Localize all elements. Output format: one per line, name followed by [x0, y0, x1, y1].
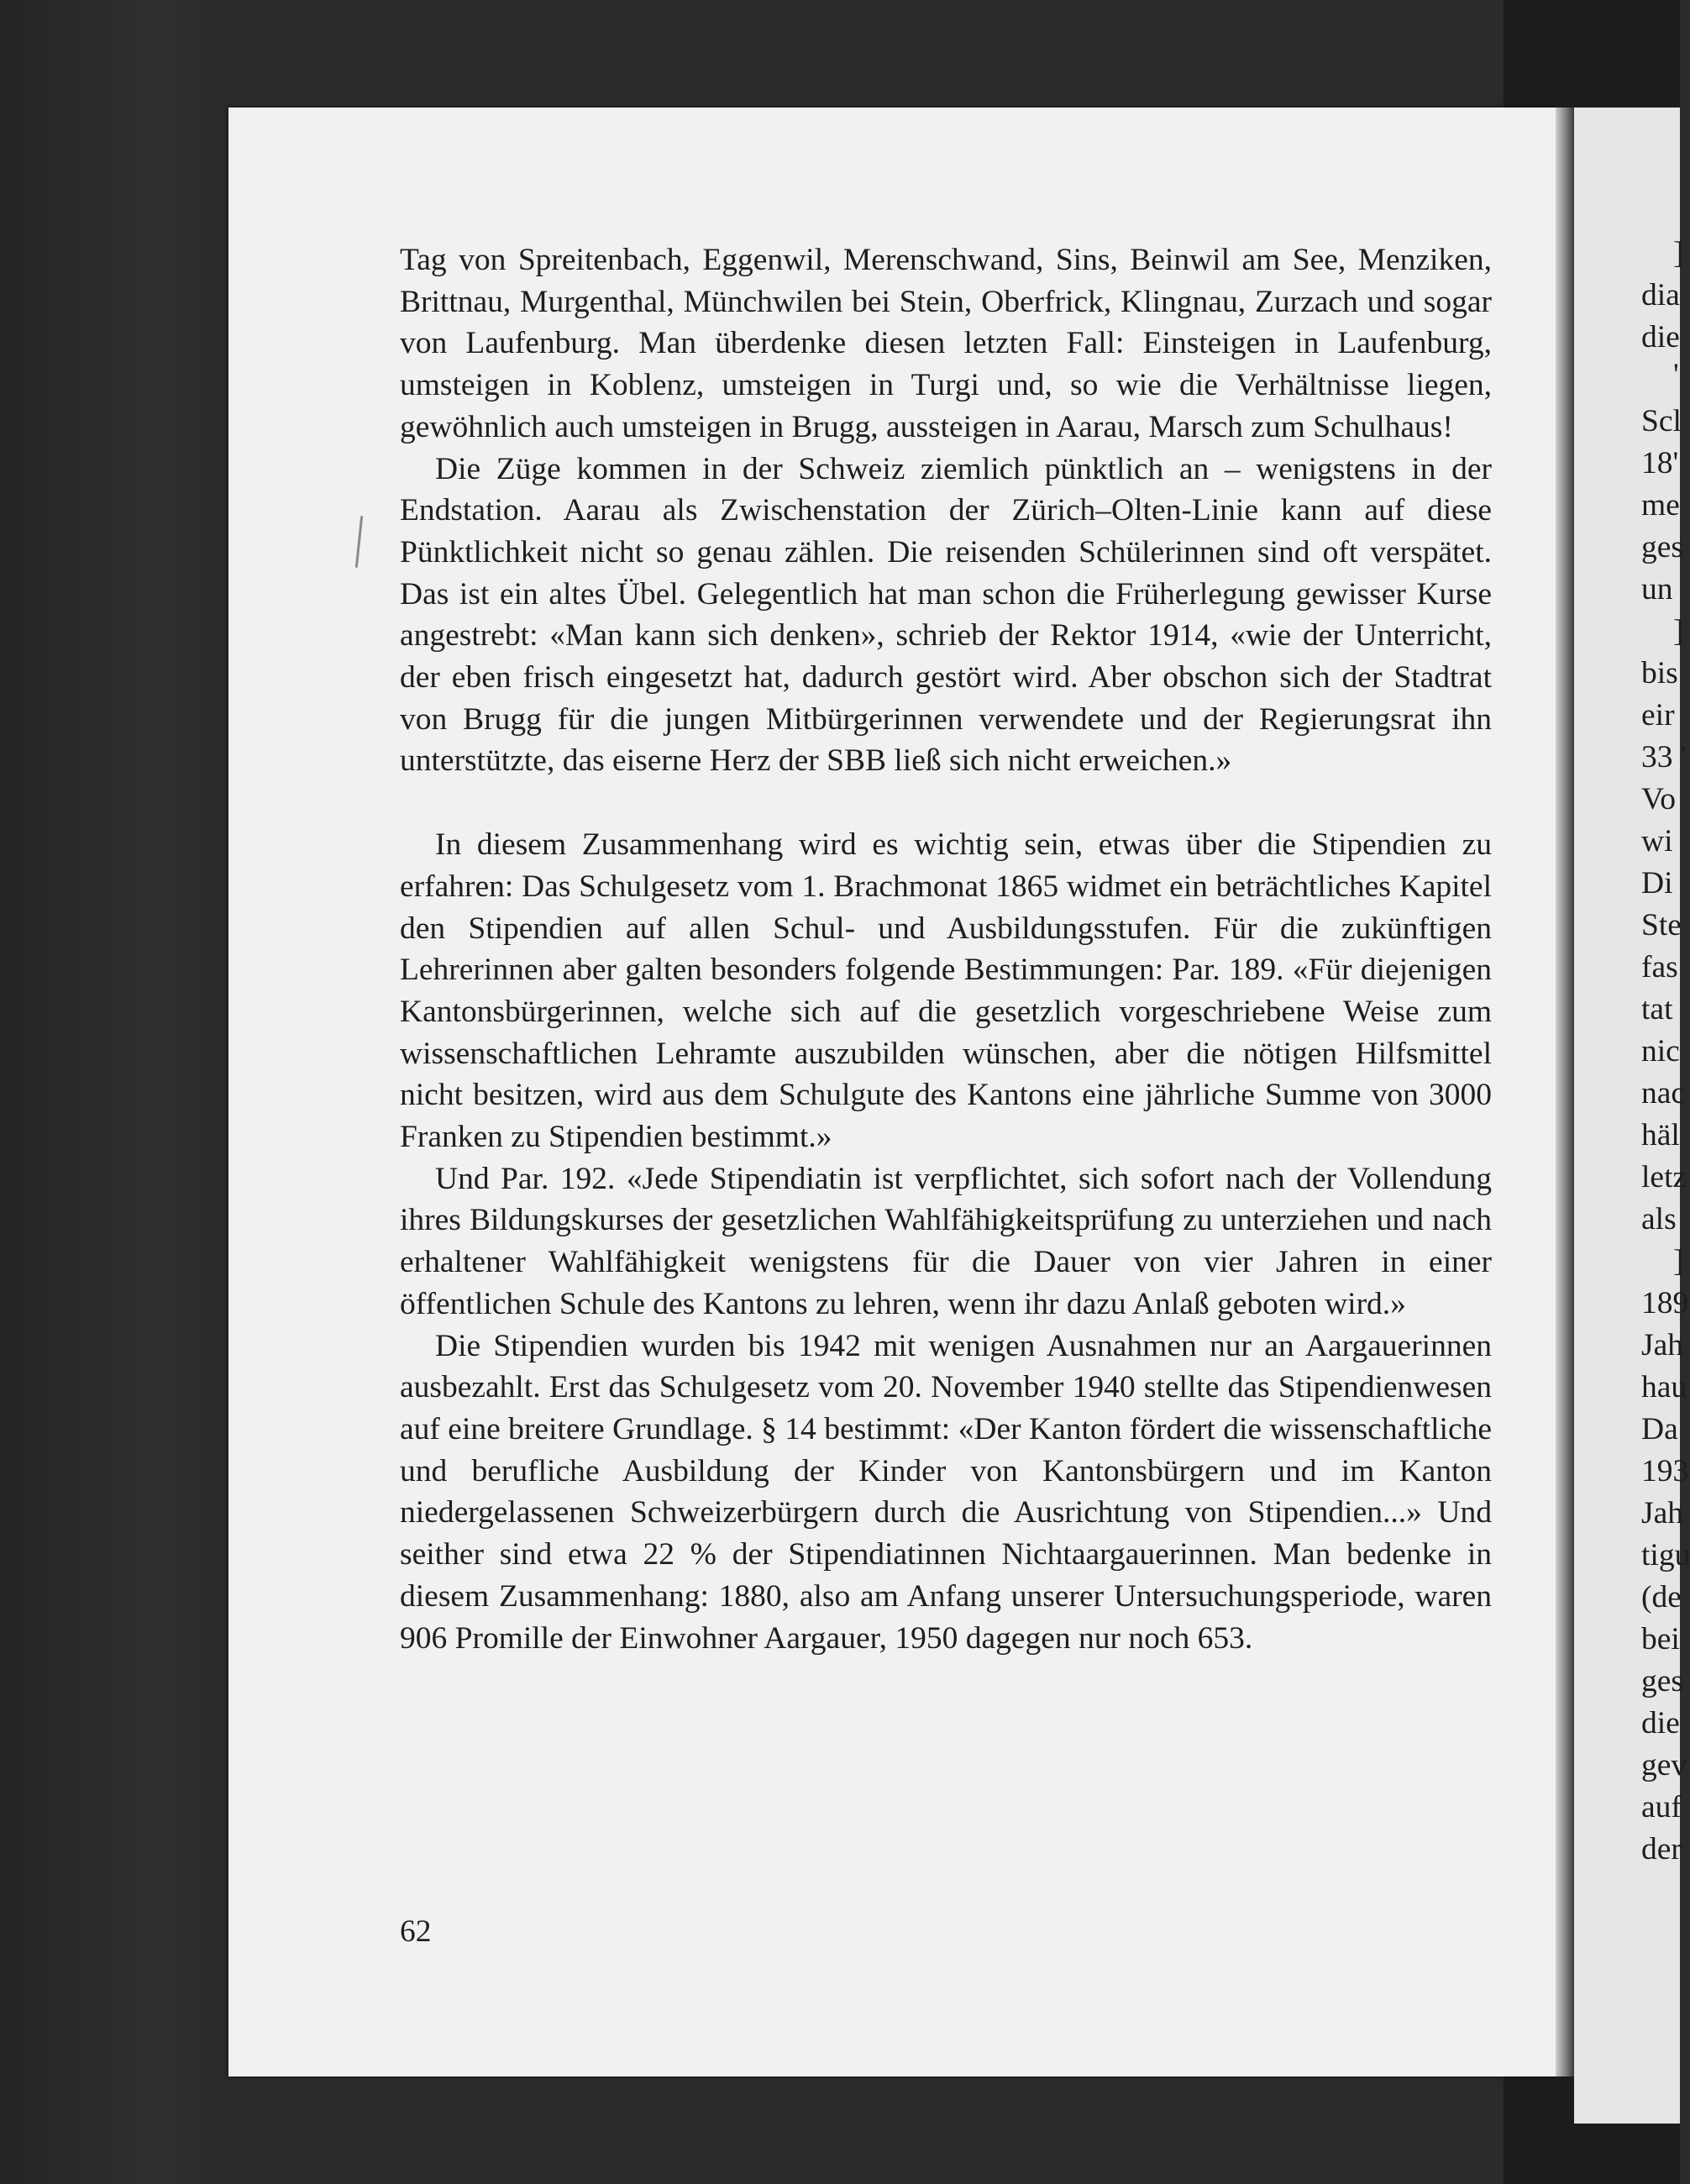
paragraph: In diesem Zusammenhang wird es wichtig sein, etwas über die Stipendien zu erfahren: Das Schulgesetz vom 1. Brachmonat 1865 widmet ein beträchtliches Kapitel den Stipendien auf allen Schul- und Ausbildungsstufen. Für die zukünftigen Lehrerinnen aber galten besonders folgende Bestimmungen: Par. 189. «Für diejenigen Kantonsbürgerinnen, welche sich auf die gesetzlich vorgeschriebene Weise zum wissenschaftlichen Lehramte auszubilden wünschen, aber die nötigen Hilfsmittel nicht besitzen, wird aus dem Schulgute des Kantons eine jährliche Summe von 3000 Franken zu Stipendien bestimmt.»	[400, 827, 1492, 1155]
facing-page-fragment: tigu	[1641, 1538, 1690, 1572]
facing-page-fragment: Vo	[1641, 782, 1676, 816]
body-text	[400, 239, 1492, 1659]
facing-page-fragment: nic	[1641, 1034, 1680, 1068]
paragraph: Und Par. 192. «Jede Stipendiatin ist verpflichtet, sich sofort nach der Vollendung ihres Bildungskurses der gesetzlichen Wahlfähigkeitsprüfung zu unterziehen und nach erhaltener Wahlfähigkeit wenigstens für die Dauer von vier Jahren in einer öffentlichen Schule des Kantons zu lehren, wenn ihr dazu Anlaß geboten wird.»	[400, 1161, 1492, 1321]
facing-page-fragment: wi	[1641, 824, 1673, 858]
facing-page-fragment: ]	[1673, 1244, 1684, 1278]
facing-page-fragment: gev	[1641, 1748, 1687, 1782]
facing-page-fragment: der	[1641, 1832, 1682, 1866]
facing-page-fragment: '	[1673, 358, 1679, 392]
facing-page-fragment: 18'	[1641, 446, 1679, 480]
facing-page-fragment: 193	[1641, 1454, 1689, 1488]
facing-page-fragment: (de	[1641, 1580, 1682, 1614]
facing-page-fragment: als	[1641, 1202, 1677, 1236]
facing-page-fragment: ]	[1673, 236, 1684, 270]
facing-page-fragment: auf	[1641, 1790, 1682, 1824]
book-spine	[1556, 108, 1574, 2076]
paragraph: Die Züge kommen in der Schweiz ziemlich pünktlich an – wenigstens in der Endstation. Aarau als Zwischenstation der Zürich–Olten-Linie kann auf diese Pünktlichkeit nicht so genau zählen. Die reisenden Schülerinnen sind oft verspätet. Das ist ein altes Übel. Gelegentlich hat man schon die Früherlegung gewisser Kurse angestrebt: «Man kann sich denken», schrieb der Rektor 1914, «wie der Unterricht, der eben frisch eingesetzt hat, dadurch gestört wird. Aber obschon sich der Stadtrat von Brugg für die jungen Mitbürgerinnen verwendete und der Regierungsrat ihn unterstützte, das eiserne Herz der SBB ließ sich nicht erweichen.»	[400, 451, 1492, 779]
facing-page-fragment: ges	[1641, 1664, 1683, 1698]
facing-page-fragment: die	[1641, 320, 1680, 354]
scan-background-left	[0, 0, 228, 2184]
facing-page-fragment: Scl	[1641, 404, 1682, 438]
facing-page-fragment: letz	[1641, 1160, 1687, 1194]
facing-page-fragment: ]	[1673, 614, 1684, 648]
facing-page-fragment: me	[1641, 488, 1680, 522]
facing-page-fragment: bei	[1641, 1622, 1680, 1656]
facing-page-fragment: Ste	[1641, 908, 1682, 942]
facing-page-fragment: bis	[1641, 656, 1678, 690]
facing-page-fragment: Jah	[1641, 1496, 1683, 1530]
facing-page-fragment: un	[1641, 572, 1673, 606]
facing-page-fragment: ges	[1641, 530, 1683, 564]
paragraph: Tag von Spreitenbach, Eggenwil, Merenschwand, Sins, Beinwil am See, Menziken, Brittnau, Murgenthal, Münchwilen bei Stein, Oberfrick, Klingnau, Zurzach und sogar von Laufenburg. Man überdenke diesen letzten Fall: Einsteigen in Laufenburg, umsteigen in Koblenz, umsteigen in Turgi und, so wie die Verhältnisse liegen, gewöhnlich auch umsteigen in Brugg, aussteigen in Aarau, Marsch zum Schulhaus!	[400, 243, 1492, 444]
facing-page-fragment: nac	[1641, 1076, 1686, 1110]
facing-page-fragment: Da	[1641, 1412, 1678, 1446]
facing-page-fragment: 33 '	[1641, 740, 1687, 774]
book-page-right	[1574, 108, 1690, 2124]
facing-page-fragment: Jah	[1641, 1328, 1683, 1362]
facing-page-fragment: eir	[1641, 698, 1675, 732]
facing-page-fragment: 189	[1641, 1286, 1689, 1320]
facing-page-fragment: fas	[1641, 950, 1678, 984]
facing-page-fragment: Di	[1641, 866, 1673, 900]
facing-page-fragment: tat	[1641, 992, 1673, 1026]
facing-page-fragment: die	[1641, 1706, 1680, 1740]
facing-page-fragment: dia	[1641, 278, 1680, 312]
facing-page-fragment: häl	[1641, 1118, 1680, 1152]
facing-page-fragment: hau	[1641, 1370, 1687, 1404]
paragraph: Die Stipendien wurden bis 1942 mit wenigen Ausnahmen nur an Aargauerinnen ausbezahlt. Erst das Schulgesetz vom 20. November 1940 stellte das Stipendienwesen auf eine breitere Grundlage. § 14 bestimmt: «Der Kanton fördert die wissenschaftliche und berufliche Ausbildung der Kinder von Kantonsbürgern und im Kanton niedergelassenen Schweizerbürgern durch die Ausrichtung von Stipendien...» Und seither sind etwa 22 % der Stipendiatinnen Nichtaargauerinnen. Man bedenke in diesem Zusammenhang: 1880, also am Anfang unserer Untersuchungsperiode, waren 906 Promille der Einwohner Aargauer, 1950 dagegen nur noch 653.	[400, 1328, 1492, 1656]
page-number: 62	[400, 1914, 432, 1949]
